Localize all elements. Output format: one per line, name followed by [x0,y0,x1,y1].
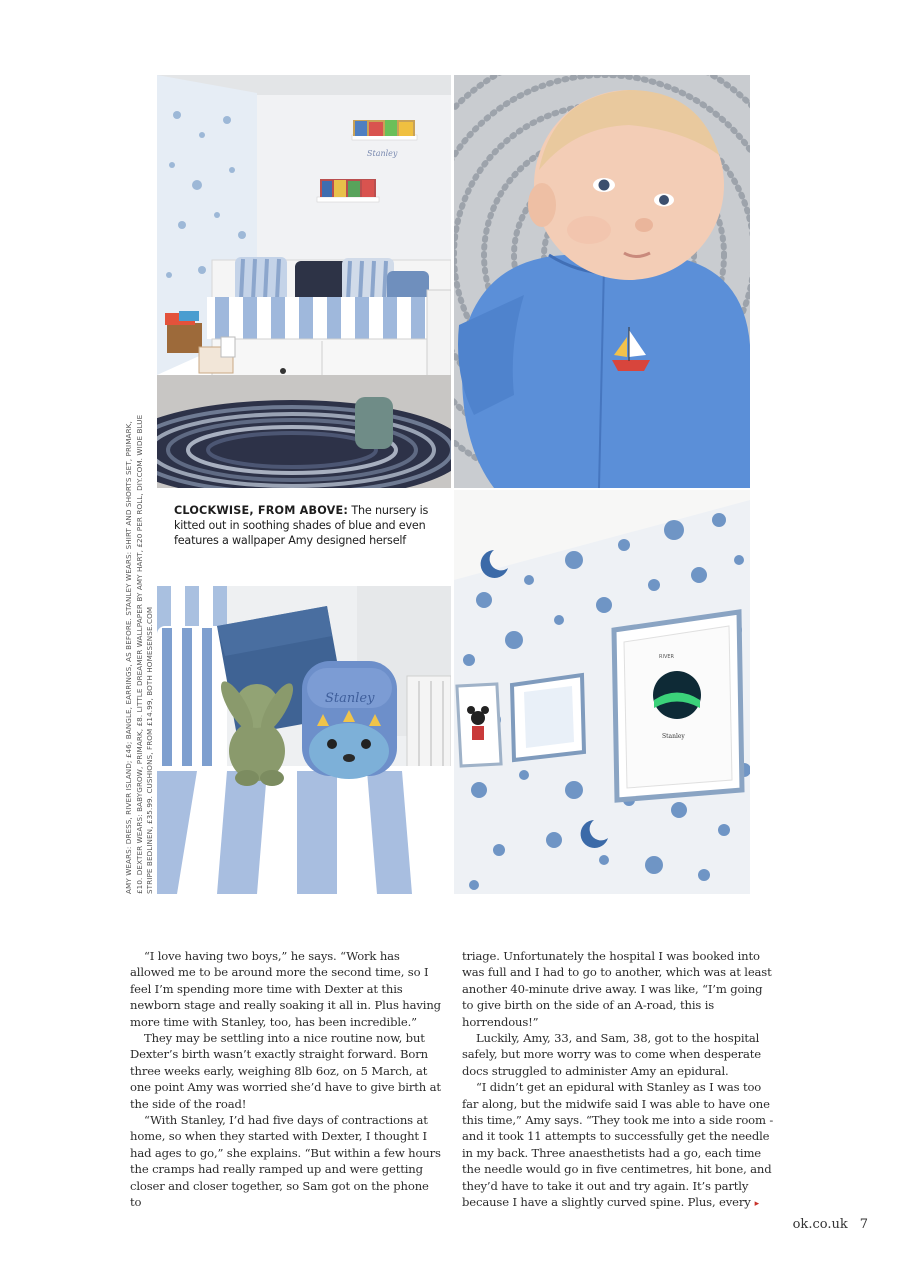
article-paragraph-text: “I didn’t get an epidural with Stanley as I was too far along, but the midwife said I was able to have one this time,” Amy says. “They took me into a side room - and it took 11 attempts to successfully get the needle in my back. Three anaesthetists had a go, each time the needle would go in five centimetres, hit bone, and they’d have to take it out and try again. It’s partly because I have a slightly curved spine. Plus, every [462,1080,774,1210]
backpack-name-label: Stanley [325,691,375,706]
page-number: 7 [859,1217,868,1232]
frame-top-label: RIVER [659,654,675,660]
article-column-right [462,948,774,1213]
credit-line: AMY WEARS: DRESS, RIVER ISLAND; £46; BANGLE, EARRINGS, AS BEFORE. STANLEY WEARS: SHIRT AND SHORTS SET, PRIMARK, [124,421,133,894]
photo-caption [174,503,436,548]
caption-text: The nursery is kitted out in soothing shades of blue and even features a wallpaper Amy designed herself [174,504,429,547]
wallpaper-photo [454,490,750,894]
article-paragraph: “I love having two boys,” he says. “Work has allowed me to be around more the second time, so I feel I’m spending more time with Dexter at this newborn stage and really soaking it all in. Plus having more time with Stanley, too, has been incredible.” [130,949,441,1029]
wall-frame-mickey [457,684,501,766]
page-footer [793,1217,868,1232]
credit-line: £10. DEXTER WEARS: BABYGROW, PRIMARK, £8. LITTLE DREAMER WALLPAPER BY AMY HART, £20 PER ROLL, DIY.COM. WIDE BLUE [134,414,144,894]
article-paragraph: “With Stanley, I’d had five days of contractions at home, so when they started with Dexter, I thought I had ages to go,” she explains. “But within a few hours the cramps had really ramped up and were getting closer and closer together, so Sam got on the phone to [130,1113,441,1210]
caption-lead: CLOCKWISE, FROM ABOVE: [174,504,349,517]
shelf-name-label: Stanley [367,149,398,158]
article-paragraph [462,1079,774,1212]
article-paragraph: triage. Unfortunately the hospital I was booked into was full and I had to go to another, which was at least another 40-minute drive away. I was like, “I’m going to give birth on the side of an A-road, this is horrendous!” [462,949,772,1029]
site-name: ok.co.uk [792,1217,848,1232]
article-column-left [130,948,442,1211]
wall-frame-small [512,675,584,760]
baby-photo [454,75,750,488]
article-paragraph: Luckily, Amy, 33, and Sam, 38, got to the hospital safely, but more worry was to come when desperate docs struggled to administer Amy an epidural. [462,1031,761,1078]
nursery-photo [157,75,451,488]
continue-arrow-icon: ▸ [754,1199,760,1210]
frame-name-label: Stanley [662,733,685,740]
daybed-photo [157,586,451,894]
credit-line: STRIPE BEDLINEN, £35.99. CUSHIONS, FROM £14.99, BOTH HOMESENSE.COM [145,606,155,894]
dinosaur-backpack [302,661,397,779]
wall-frame-name-print [614,612,742,800]
fashion-credits [124,379,156,894]
article-paragraph: They may be settling into a nice routine now, but Dexter’s birth wasn’t exactly straight forward. Born three weeks early, weighing 8lb 6oz, on 5 March, at one point Amy was worried she’d have to give birth at the side of the road! [130,1031,441,1111]
